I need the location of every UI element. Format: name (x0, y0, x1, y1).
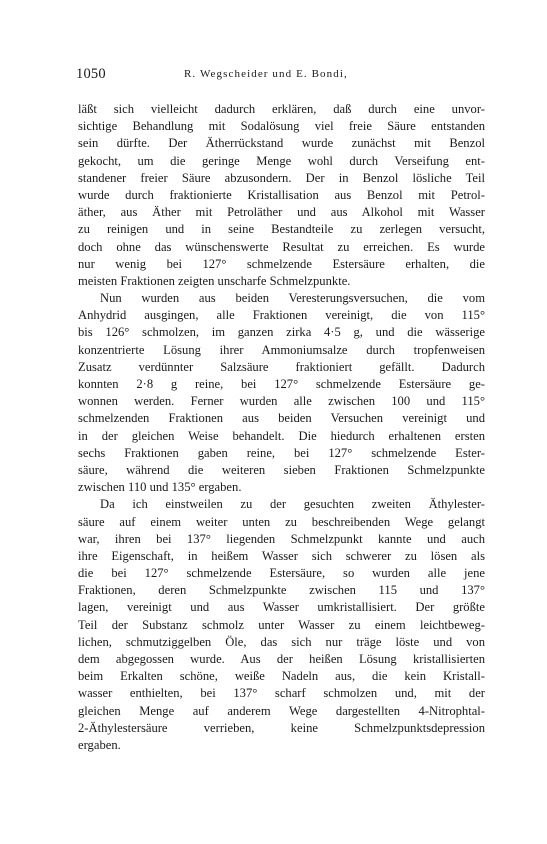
text-line: ergaben. (78, 737, 121, 752)
text-line: doch ohne das wünschenswerte Resultat zu erreichen. Es wurde (78, 239, 485, 254)
text-line: wasser enthielten, bei 137° scharf schmolzen und, mit der (78, 686, 485, 701)
text-line: bis 126° schmolzen, im ganzen zirka 4·5 g, und die wässerige (78, 325, 485, 340)
text-line: Anhydrid ausgingen, alle Fraktionen vereinigt, die von 115° (78, 308, 485, 323)
text-line: dem abgegossen wurde. Aus der heißen Lösung kristallisierten (78, 652, 485, 666)
text-line: säure, während die weiteren sieben Fraktionen Schmelzpunkte (78, 462, 485, 477)
text-line: wurde durch fraktionierte Kristallisation aus Benzol mit Petrol- (78, 187, 485, 202)
paragraph-1 (78, 101, 485, 290)
text-line: die bei 127° schmelzende Estersäure, so wurden alle jene (78, 566, 485, 581)
text-line: in der gleichen Weise behandelt. Die hiedurch erhaltenen ersten (78, 428, 485, 443)
running-head: R. Wegscheider und E. Bondi, (184, 68, 348, 80)
text-line: sechs Fraktionen gaben reine, bei 127° schmelzende Ester- (78, 445, 485, 460)
text-line: sein dürfte. Der Ätherrückstand wurde zunächst mit Benzol (78, 136, 485, 151)
page-header (76, 66, 488, 86)
text-line: meisten Fraktionen zeigten unscharfe Schmelzpunkte. (78, 273, 351, 288)
text-line: Zusatz verdünnter Salzsäure fraktioniert gefällt. Dadurch (78, 359, 485, 374)
text-line: gekocht, um die geringe Menge wohl durch Verseifung ent- (78, 153, 485, 168)
text-line: Teil der Substanz schmolz unter Wasser zu einem leichtbeweg- (78, 617, 485, 632)
text-line: 2-Äthylestersäure verrieben, keine Schmelzpunktsdepression (78, 720, 485, 735)
text-line: schmelzenden Fraktionen aus beiden Versuchen vereinigt und (78, 411, 485, 426)
text-line: ihre Eigenschaft, in heißem Wasser sich schwerer zu lösen als (78, 548, 485, 563)
page-number: 1050 (76, 66, 106, 82)
body-text (78, 101, 485, 754)
text-line: lagen, vereinigt und aus Wasser umkristallisiert. Der größte (78, 600, 485, 615)
text-line: Fraktionen, deren Schmelzpunkte zwischen 115 und 137° (78, 583, 485, 598)
paragraph-2 (78, 290, 485, 496)
text-line: nur wenig bei 127° schmelzende Estersäure erhalten, die (78, 256, 485, 271)
text-line: standener freier Säure abzusondern. Der in Benzol lösliche Teil (78, 170, 485, 185)
text-line: Nun wurden aus beiden Veresterungsversuchen, die vom (100, 291, 485, 306)
text-line: war, ihren bei 137° liegenden Schmelzpunkt kannte und auch (78, 531, 485, 546)
text-line: zu reinigen und in seine Bestandteile zu zerlegen versucht, (78, 222, 485, 237)
text-line: Da ich einstweilen zu der gesuchten zweiten Äthylester- (100, 497, 485, 512)
text-line: säure auf einem weiter unten zu beschreibenden Wege gelangt (78, 514, 485, 529)
text-line: läßt sich vielleicht dadurch erklären, daß durch eine unvor- (78, 102, 485, 116)
text-line: wonnen werden. Ferner wurden alle zwischen 100 und 115° (78, 394, 485, 409)
text-line: sichtige Behandlung mit Sodalösung viel freie Säure entstanden (78, 119, 485, 134)
paragraph-3 (78, 496, 485, 754)
text-line: zwischen 110 und 135° ergaben. (78, 480, 242, 495)
text-line: konzentrierte Lösung ihrer Ammoniumsalze durch tropfenweisen (78, 342, 485, 357)
text-line: beim Erkalten schöne, weiße Nadeln aus, die kein Kristall- (78, 669, 485, 684)
text-line: gleichen Menge auf anderem Wege dargestellten 4-Nitrophtal- (78, 703, 485, 718)
text-line: äther, aus Äther mit Petroläther und aus Alkohol mit Wasser (78, 205, 485, 220)
text-line: konnten 2·8 g reine, bei 127° schmelzende Estersäure ge- (78, 377, 485, 391)
text-line: lichen, schmutziggelben Öle, das sich nur träge löste und von (78, 634, 485, 649)
